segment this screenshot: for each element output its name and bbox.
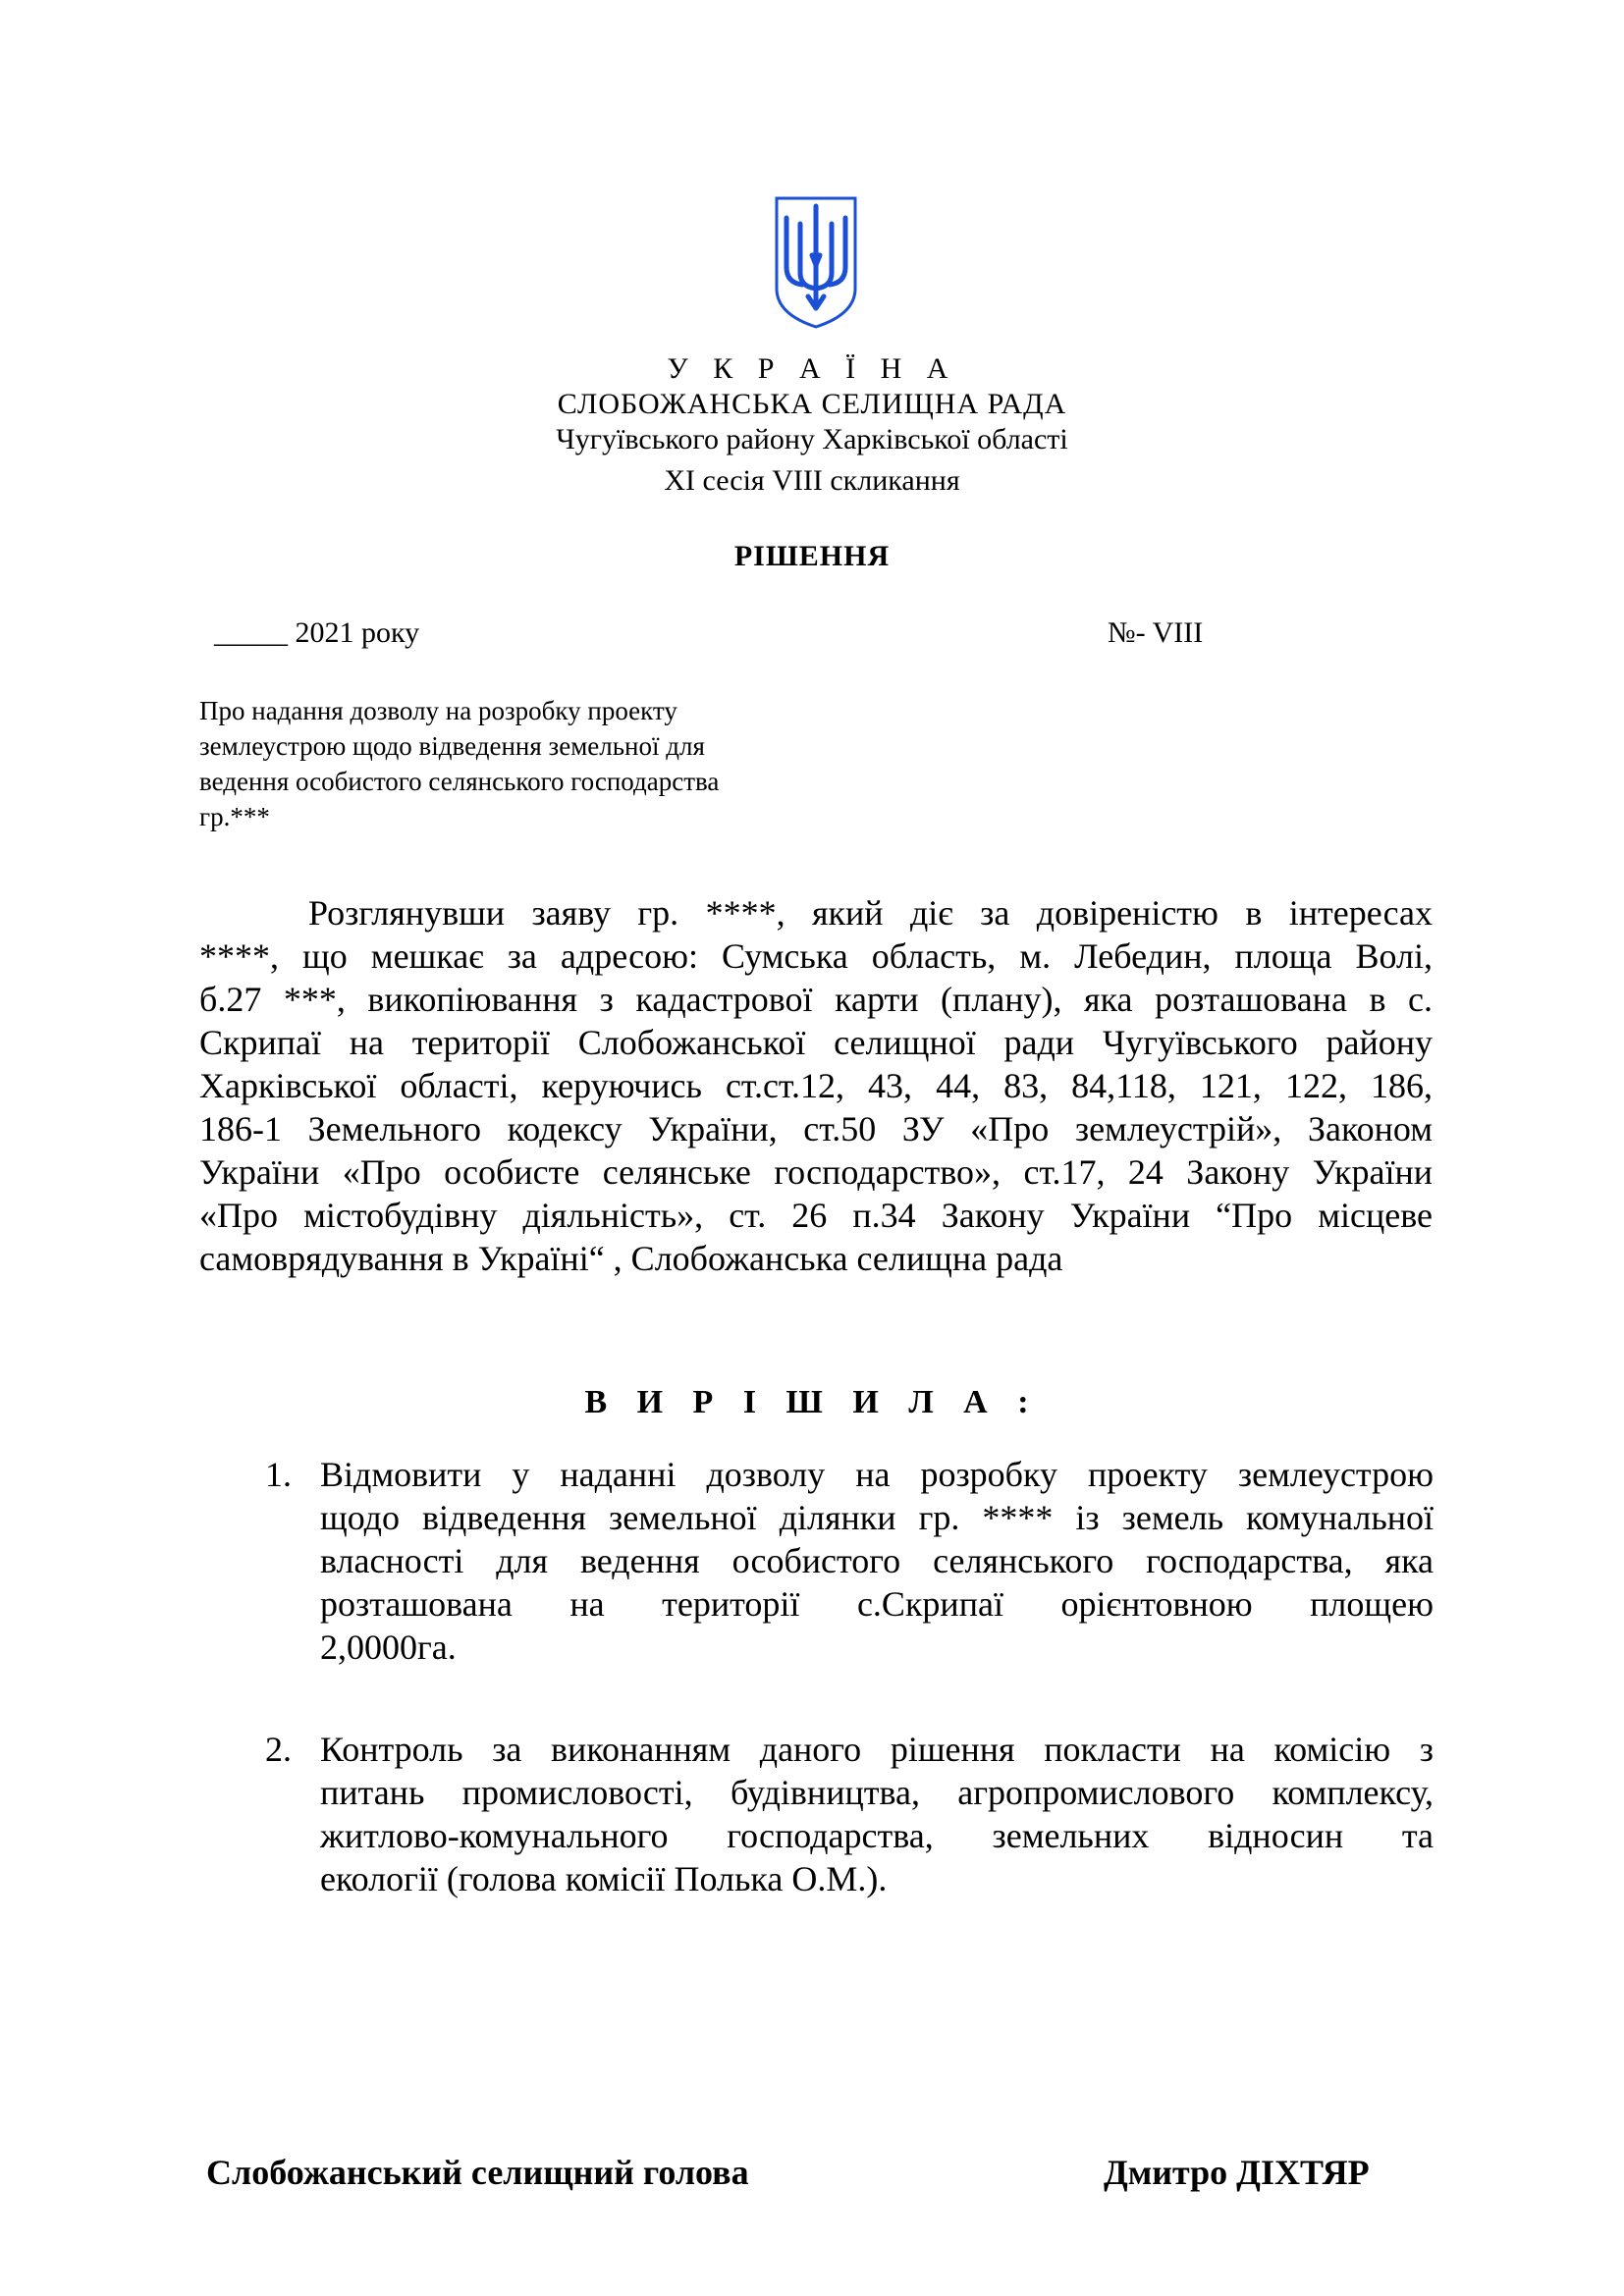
preamble-line: Харківської області, керуючись ст.ст.12, 43, 44, 83, 84,118, 121, 122, 186, [199,1066,1433,1105]
preamble-line: 186-1 Земельного кодексу України, ст.50 ЗУ «Про землеустрій», Законом [199,1109,1433,1148]
country-heading: У К Р А Ї Н А [667,352,957,385]
item-line: власності для ведення особистого селянського господарства, яка [320,1541,1434,1580]
decision-number: №- VIII [1108,616,1204,649]
signatory-position: Слобожанський селищний голова [206,2153,749,2192]
item-number: 2. [265,1730,292,1769]
decision-title: РІШЕННЯ [733,540,891,572]
preamble-line: ****, що мешкає за адресою: Сумська область, м. Лебедин, площа Волі, [199,936,1433,976]
item-line: щодо відведення земельної ділянки гр. **** із земель комунальної [320,1498,1434,1537]
decision-subject [199,693,847,834]
coat-of-arms-icon [773,194,859,331]
item-line: питань промисловості, будівництва, агропромислового комплексу, [320,1773,1434,1812]
item-line: Контроль за виконанням даного рішення покласти на комісію з [320,1730,1434,1769]
preamble-line: Скрипаї на території Слобожанської селищної ради Чугуївського району [199,1023,1433,1062]
item-text [320,1453,1434,1669]
subject-line: ведення особистого селянського господарства [199,767,720,796]
item-line: житлово-комунального господарства, земельних відносин та [320,1816,1434,1855]
subject-line: землеустрою щодо відведення земельної для [199,731,705,761]
item-line: Відмовити у наданні дозволу на розробку проекту землеустрою [320,1455,1434,1494]
item-line: 2,0000га. [320,1628,457,1667]
decision-date: _____ 2021 року [214,616,420,649]
item-line: екології (голова комісії Полька О.М.). [320,1859,888,1898]
item-number: 1. [265,1455,292,1494]
preamble-line: «Про містобудівну діяльність», ст. 26 п.34 Закону України “Про місцеве [199,1196,1433,1235]
preamble-line: б.27 ***, викопіювання з кадастрової карти (плану), яка розташована в с. [199,980,1433,1019]
resolved-heading: В И Р І Ш И Л А : [584,1384,1040,1420]
council-heading: СЛОБОЖАНСЬКА СЕЛИЩНА РАДА [557,388,1067,420]
preamble-paragraph [199,891,1433,1280]
preamble-line: України «Про особисте селянське господарство», ст.17, 24 Закону України [199,1152,1433,1192]
signatory-name: Дмитро ДІХТЯР [1104,2153,1370,2192]
subject-line: гр.*** [199,802,270,831]
item-line: розташована на території с.Скрипаї орієнтовною площею [320,1584,1434,1624]
session-heading: XI сесія VIII скликання [664,464,960,497]
subject-line: Про надання дозволу на розробку проекту [199,696,677,725]
preamble-line: самоврядування в Україні“ , Слобожанська селищна рада [199,1239,1063,1278]
preamble-line: Розглянувши заяву гр. ****, який діє за довіреністю в інтересах [308,893,1433,933]
district-heading: Чугуївського району Харківської області [556,423,1068,455]
item-text [320,1728,1434,1900]
